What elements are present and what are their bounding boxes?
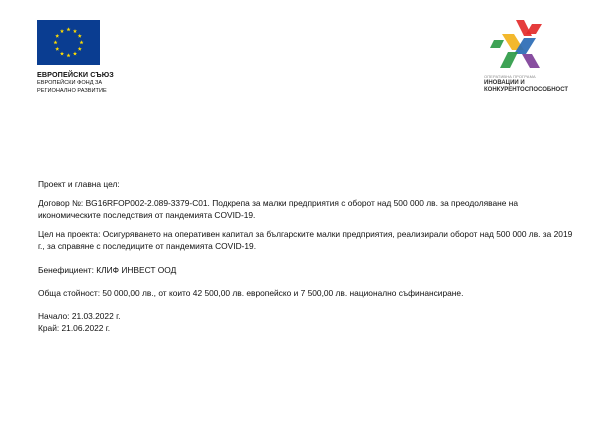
eu-fund-line2: РЕГИОНАЛНО РАЗВИТИЕ bbox=[37, 87, 107, 94]
beneficiary: Бенефициент: КЛИФ ИНВЕСТ ООД bbox=[38, 265, 177, 275]
eu-title: ЕВРОПЕЙСКИ СЪЮЗ bbox=[37, 70, 114, 79]
op-innovation-logo-icon bbox=[488, 16, 548, 74]
total-cost: Обща стойност: 50 000,00 лв., от които 42 500,00 лв. европейско и 7 500,00 лв. национално съфинансиране. bbox=[38, 288, 464, 298]
cost-eu: 42 500,00 лв. bbox=[192, 288, 245, 298]
contract-label: Договор №: BG16RFOP002-2.089-3379-C01. bbox=[38, 198, 210, 208]
op-name-line1: ИНОВАЦИИ И bbox=[484, 80, 525, 86]
op-program-caption: ОПЕРАТИВНА ПРОГРАМА bbox=[484, 74, 536, 79]
project-info bbox=[38, 178, 578, 334]
cost-national: 7 500,00 лв. bbox=[300, 288, 348, 298]
contract-text: Подкрепа за малки предприятия с оборот над 500 000 лв. за преодоляване на икономическите последствия от пандемията COVID-19. bbox=[38, 198, 519, 220]
op-name-line2: КОНКУРЕНТОСПОСОБНОСТ bbox=[484, 86, 569, 93]
eu-logo-block bbox=[37, 20, 157, 95]
goal-paragraph bbox=[38, 228, 578, 252]
op-logo-shape bbox=[500, 52, 518, 68]
op-program-name bbox=[484, 80, 568, 94]
end-date: Край: 21.06.2022 г. bbox=[38, 323, 111, 333]
eu-fund-line1: ЕВРОПЕЙСКИ ФОНД ЗА bbox=[37, 79, 103, 86]
eu-flag-icon bbox=[37, 20, 100, 65]
project-heading: Проект и главна цел: bbox=[38, 179, 120, 189]
contract-paragraph bbox=[38, 197, 578, 221]
goal-label: Цел на проекта: bbox=[38, 229, 101, 239]
goal-text: Осигуряването на оперативен капитал за българските малки предприятия, реализирали оборот над 500 000 лв. за 2019 г., за справяне с последиците от пандемията COVID-19. bbox=[38, 229, 573, 251]
op-logo-shape bbox=[522, 54, 540, 68]
start-date: Начало: 21.03.2022 г. bbox=[38, 311, 121, 321]
op-logo-shape bbox=[490, 40, 504, 48]
cost-total: Обща стойност: 50 000,00 лв. bbox=[38, 288, 154, 298]
